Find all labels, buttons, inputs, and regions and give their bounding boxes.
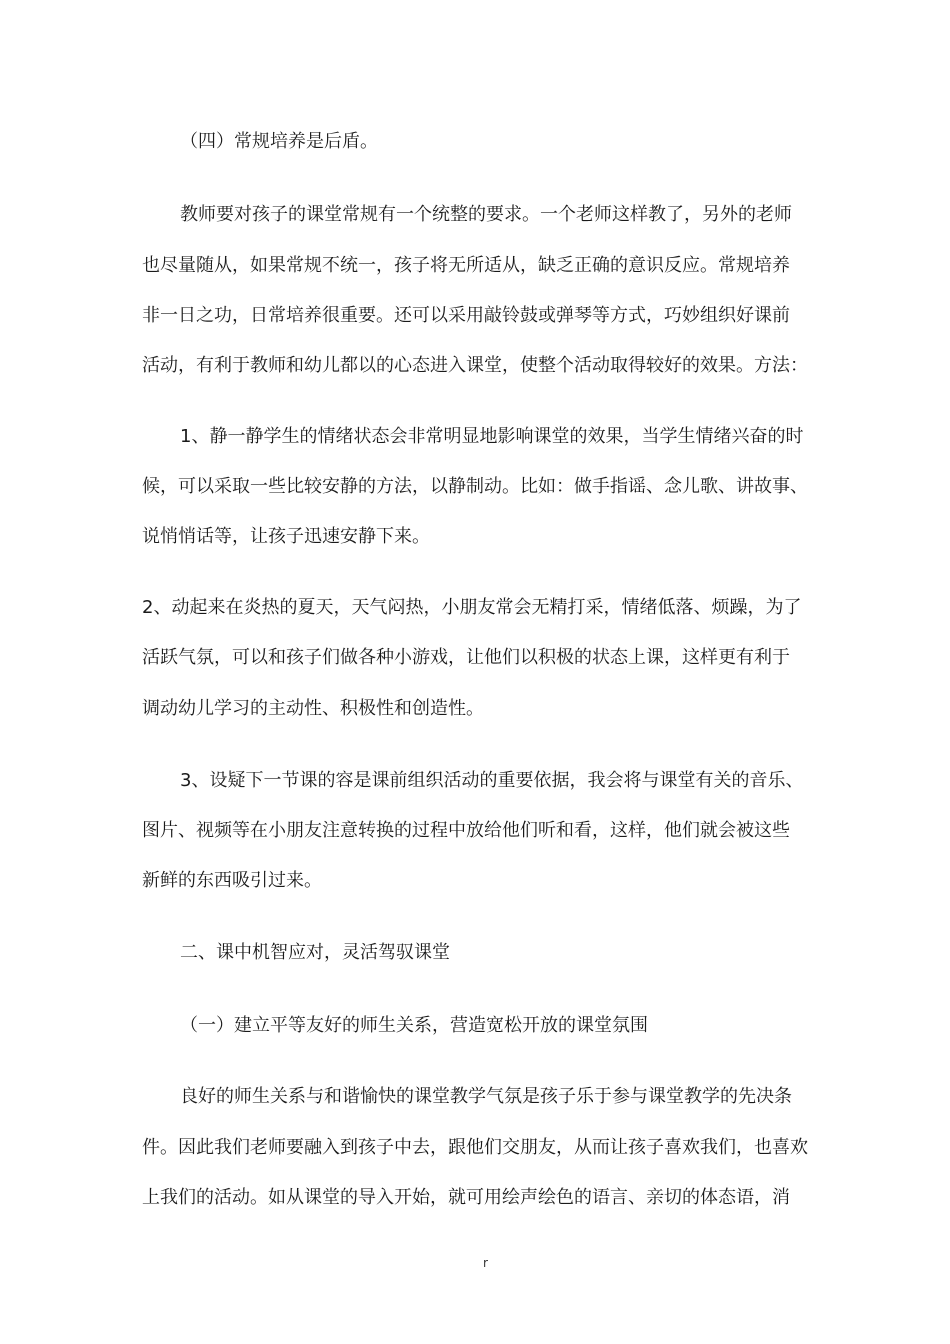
list-item-line: 2、动起来在炎热的夏天，天气闷热，小朋友常会无精打采，情绪低落、烦躁，为了 xyxy=(142,597,802,618)
list-item-line: 1、静一静学生的情绪状态会非常明显地影响课堂的效果，当学生情绪兴奋的时 xyxy=(180,426,804,447)
list-item-line: 新鲜的东西吸引过来。 xyxy=(142,870,322,891)
footer-mark: r xyxy=(483,1256,488,1270)
subsection-heading-1: （一）建立平等友好的师生关系，营造宽松开放的课堂氛围 xyxy=(180,1015,648,1036)
paragraph-line: 上我们的活动。如从课堂的导入开始，就可用绘声绘色的语言、亲切的体态语，消 xyxy=(142,1187,790,1208)
list-item-line: 候，可以采取一些比较安静的方法，以静制动。比如：做手指谣、念儿歌、讲故事、 xyxy=(142,476,808,497)
paragraph-line: 非一日之功，日常培养很重要。还可以采用敲铃鼓或弹琴等方式，巧妙组织好课前 xyxy=(142,305,790,326)
list-item-line: 活跃气氛，可以和孩子们做各种小游戏，让他们以积极的状态上课，这样更有利于 xyxy=(142,647,790,668)
section-heading-2: 二、课中机智应对，灵活驾驭课堂 xyxy=(180,942,450,963)
paragraph-line: 活动，有利于教师和幼儿都以的心态进入课堂，使整个活动取得较好的效果。方法： xyxy=(142,355,808,376)
list-item-line: 调动幼儿学习的主动性、积极性和创造性。 xyxy=(142,698,484,719)
paragraph-line: 也尽量随从，如果常规不统一，孩子将无所适从，缺乏正确的意识反应。常规培养 xyxy=(142,255,790,276)
section-heading-routine: （四）常规培养是后盾。 xyxy=(180,131,378,152)
paragraph-line: 教师要对孩子的课堂常规有一个统整的要求。一个老师这样教了，另外的老师 xyxy=(180,204,792,225)
list-item-line: 图片、视频等在小朋友注意转换的过程中放给他们听和看，这样，他们就会被这些 xyxy=(142,820,790,841)
paragraph-line: 件。因此我们老师要融入到孩子中去，跟他们交朋友，从而让孩子喜欢我们，也喜欢 xyxy=(142,1137,808,1158)
paragraph-line: 良好的师生关系与和谐愉快的课堂教学气氛是孩子乐于参与课堂教学的先决条 xyxy=(180,1086,792,1107)
list-item-line: 3、设疑下一节课的容是课前组织活动的重要依据，我会将与课堂有关的音乐、 xyxy=(180,770,804,791)
list-item-line: 说悄悄话等，让孩子迅速安静下来。 xyxy=(142,526,430,547)
